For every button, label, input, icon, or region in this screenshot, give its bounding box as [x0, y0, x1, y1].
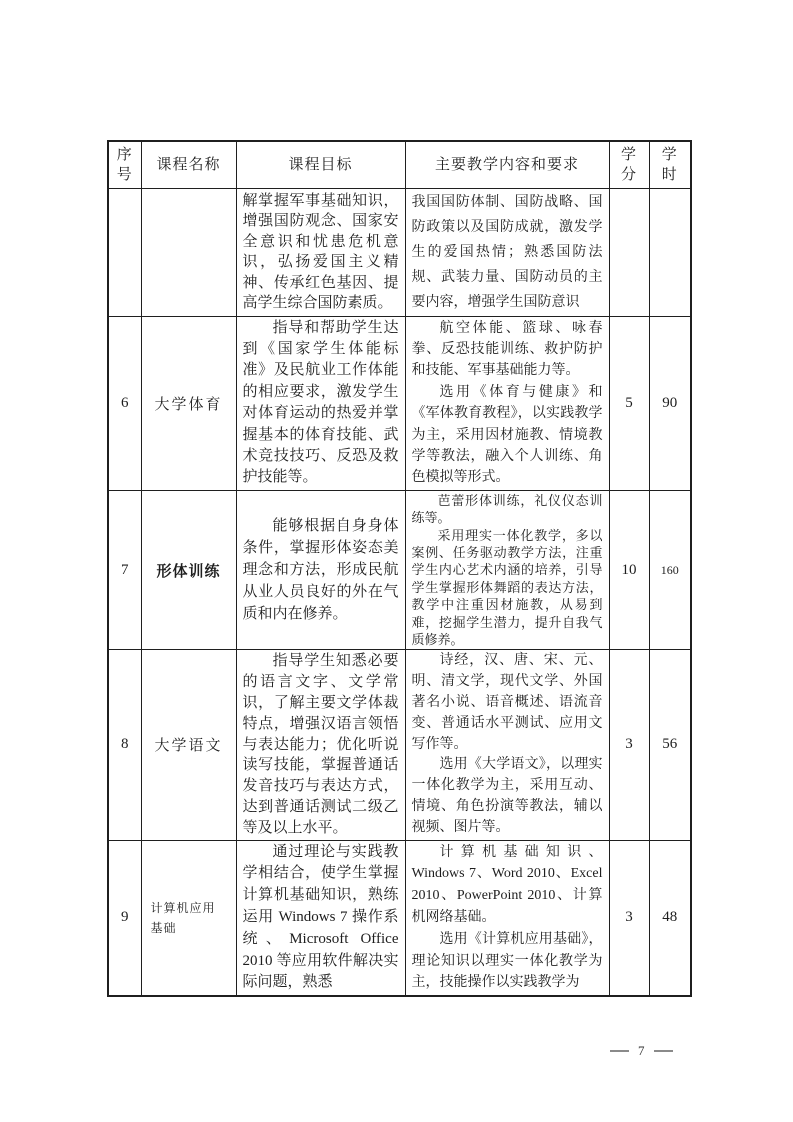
content-paragraph: 诗经，汉、唐、宋、元、明、清文学，现代文学、外国著名小说、语音概述、语流音变、普通话水平测试、应用文写作等。 [411, 653, 603, 752]
header-seq: 序号 [108, 141, 141, 188]
page-number: 7 [638, 1043, 645, 1058]
header-main-content: 主要教学内容和要求 [405, 141, 609, 188]
header-hours: 学时 [649, 141, 691, 188]
content-paragraph: 我国国防体制、国防战略、国防政策以及国防成就，激发学生的爱国热情；熟悉国防法规、武装力量、国防动员的主要内容，增强学生国防意识 [411, 194, 603, 310]
content-cell [405, 650, 609, 840]
hours-cell: 56 [649, 650, 691, 840]
header-credits: 学分 [609, 141, 649, 188]
credits-cell: 3 [609, 840, 649, 996]
seq-cell: 9 [108, 840, 141, 996]
objective-cell [236, 650, 405, 840]
content-paragraph: 选用《计算机应用基础》，理论知识以理实一体化教学为主，技能操作以实践教学为 [411, 931, 603, 991]
objective-paragraph: 指导学生知悉必要的语言文字、文学常识，了解主要文学体裁特点，增强汉语言领悟与表达能力；优化听说读写技能，掌握普通话发音技巧与表达方式，达到普通话测试二级乙等及以上水平。 [242, 653, 399, 836]
objective-cell [236, 316, 405, 490]
content-cell [405, 840, 609, 996]
table-row-7 [108, 490, 691, 650]
seq-cell [108, 188, 141, 316]
course-table [107, 140, 692, 997]
objective-paragraph: 指导和帮助学生达到《国家学生体能标准》及民航业工作体能的相应要求，激发学生对体育运动的热爱并掌握基本的体育技能、武术竞技技巧、反恐及救护技能等。 [242, 319, 399, 486]
course-name-cell: 大学语文 [141, 650, 236, 840]
course-name-cell [141, 188, 236, 316]
credits-cell: 5 [609, 316, 649, 490]
table-row-continued [108, 188, 691, 316]
table-header-row [108, 141, 691, 188]
header-course-name: 课程名称 [141, 141, 236, 188]
credits-cell [609, 188, 649, 316]
content-paragraph: 计算机基础知识、Windows 7、Word 2010、Excel 2010、PowerPoint 2010、计算机网络基础。 [411, 844, 603, 925]
objective-cell [236, 490, 405, 650]
credits-cell: 10 [609, 490, 649, 650]
table-row-6 [108, 316, 691, 490]
content-paragraph: 选用《大学语文》，以理实一体化教学为主，采用互动、情境、角色扮演等教法，辅以视频、图片等。 [411, 757, 603, 835]
content-paragraph: 航空体能、篮球、咏春拳、反恐技能训练、救护防护和技能、军事基础能力等。 [411, 320, 603, 379]
objective-paragraph: 解掌握军事基础知识，增强国防观念、国家安全意识和忧患危机意识，弘扬爱国主义精神、传承红色基因、提高学生综合国防素质。 [242, 192, 399, 311]
objective-paragraph: 能够根据自身身体条件，掌握形体姿态美理念和方法，形成民航从业人员良好的外在气质和内在修养。 [242, 518, 399, 623]
content-paragraph: 采用理实一体化教学，多以案例、任务驱动教学方法，注重学生内心艺术内涵的培养，引导学生掌握形体舞蹈的表达方法，教学中注重因材施教，从易到难，挖掘学生潜力，提升自我气质修养。 [411, 527, 603, 647]
course-name-cell: 形体训练 [141, 490, 236, 650]
content-cell [405, 188, 609, 316]
course-name-cell: 计算机应用基础 [141, 840, 236, 996]
table-row-8 [108, 650, 691, 840]
hours-cell: 48 [649, 840, 691, 996]
content-cell [405, 490, 609, 650]
seq-cell: 7 [108, 490, 141, 650]
table-row-9 [108, 840, 691, 996]
credits-cell: 3 [609, 650, 649, 840]
objective-cell [236, 188, 405, 316]
hours-cell [649, 188, 691, 316]
hours-cell: 90 [649, 316, 691, 490]
seq-cell: 6 [108, 316, 141, 490]
seq-cell: 8 [108, 650, 141, 840]
footer-dash-left-icon [610, 1050, 629, 1052]
content-paragraph: 芭蕾形体训练，礼仪仪态训练等。 [411, 492, 603, 526]
content-cell [405, 316, 609, 490]
objective-paragraph: 通过理论与实践教学相结合，使学生掌握计算机基础知识，熟练运用 Windows 7 操作系统、Microsoft Office 2010 等应用软件解决实际问题，熟悉 [242, 843, 399, 991]
objective-cell [236, 840, 405, 996]
hours-cell: 160 [649, 490, 691, 650]
footer-dash-right-icon [654, 1050, 673, 1052]
course-name-cell: 大学体育 [141, 316, 236, 490]
content-paragraph: 选用《体育与健康》和《军体教育教程》，以实践教学为主，采用因材施教、情境教学等教法，融入个人训练、角色模拟等形式。 [411, 384, 603, 486]
header-course-objective: 课程目标 [236, 141, 405, 188]
page-footer [610, 1044, 673, 1058]
